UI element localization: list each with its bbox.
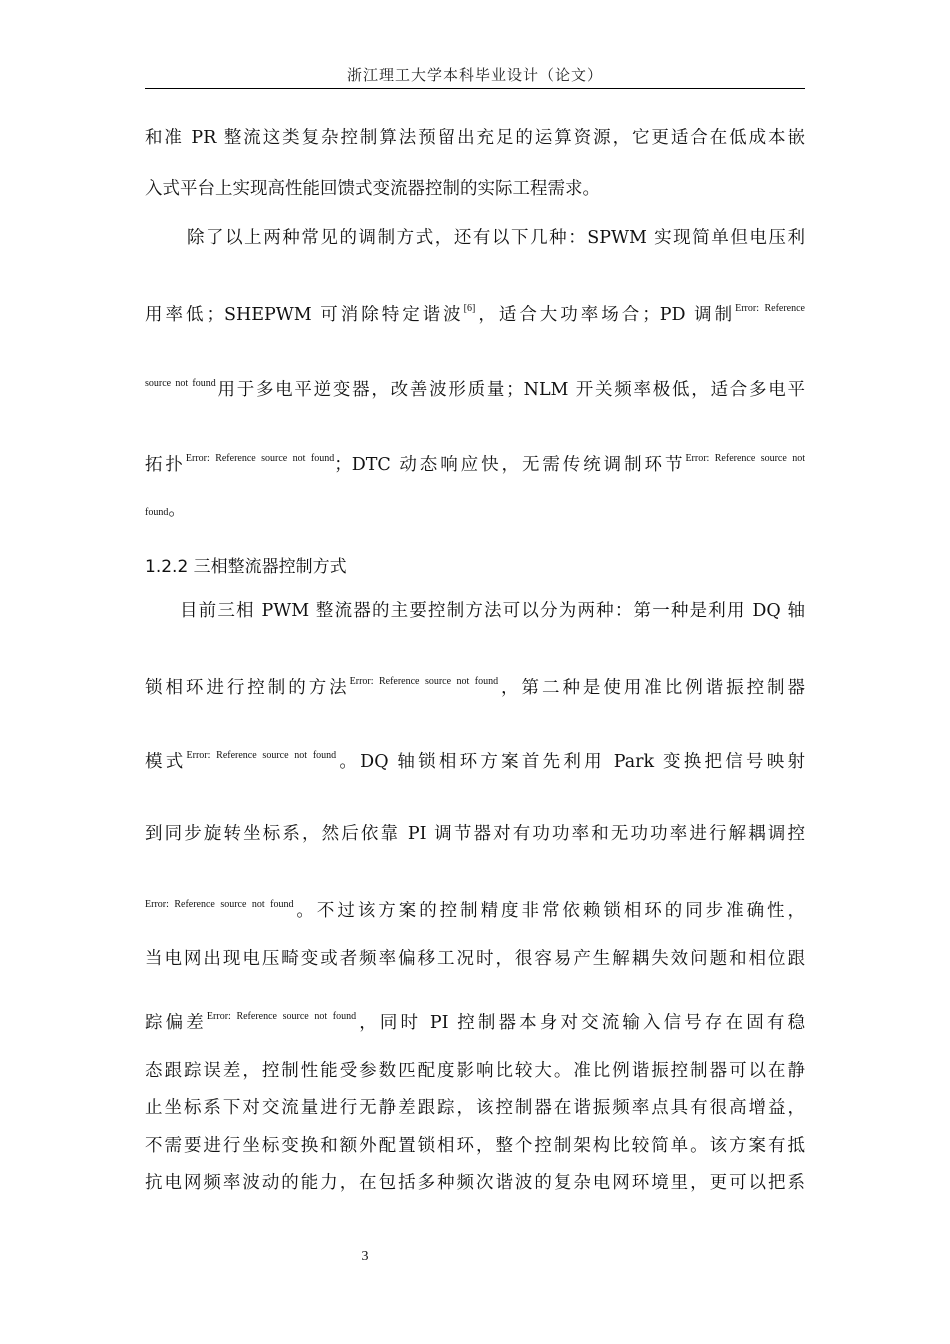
- section-heading: 1.2.2 三相整流器控制方式: [145, 557, 347, 577]
- text-run: 和准 PR 整流这类复杂控制算法预留出充足的运算资源，它更适合在低成本嵌: [145, 128, 805, 148]
- text-run: 到同步旋转坐标系，然后依靠 PI 调节器对有功功率和无功功率进行解耦调控: [145, 824, 805, 844]
- text-run: ，第二种是使用准比例谐振控制器: [498, 678, 806, 698]
- text-run: 用于多电平逆变器，改善波形质量；NLM 开关频率极低，适合多电平: [215, 380, 805, 400]
- text-run: 止坐标系下对交流量进行无静差跟踪，该控制器在谐振频率点具有很高增益，: [145, 1098, 805, 1118]
- citation-ref: [6]: [463, 303, 476, 314]
- body-line-10: [145, 751, 805, 772]
- text-run: ，同时 PI 控制器本身对交流输入信号存在固有稳: [356, 1013, 805, 1033]
- page-header: 浙江理工大学本科毕业设计（论文）: [346, 66, 603, 84]
- body-line-8: [180, 603, 805, 621]
- reference-error: Error: Reference source not found: [185, 453, 335, 464]
- text-run: 模式: [145, 752, 187, 772]
- text-run: ，适合大功率场合；PD 调制: [475, 305, 736, 325]
- text-run: 。DQ 轴锁相环方案首先利用 Park 变换把信号映射: [336, 752, 805, 772]
- body-line-18: [145, 1175, 805, 1193]
- reference-error: Error: Reference source not found: [186, 750, 337, 761]
- text-run: 不需要进行坐标变换和额外配置锁相环，整个控制架构比较简单。该方案有抵: [145, 1136, 805, 1156]
- text-run: 用率低；SHEPWM 可消除特定谐波: [145, 305, 464, 325]
- text-run: 。: [168, 500, 186, 520]
- text-run: 当电网出现电压畸变或者频率偏移工况时，很容易产生解耦失效问题和相位跟: [145, 949, 805, 969]
- body-line-4: [145, 304, 805, 325]
- reference-error: Error: Reference source not found: [145, 899, 294, 910]
- body-line-12: [145, 900, 805, 921]
- body-line-5: [145, 379, 805, 400]
- text-run: 。不过该方案的控制精度非常依赖锁相环的同步准确性，: [293, 901, 806, 921]
- text-run: 锁相环进行控制的方法: [145, 678, 350, 698]
- reference-error: Error: Reference: [735, 303, 805, 314]
- text-run: 拓扑: [145, 455, 186, 475]
- text-run: ；DTC 动态响应快，无需传统调制环节: [334, 455, 686, 475]
- body-line-7: [145, 502, 805, 520]
- reference-error: Error: Reference source not found: [206, 1011, 357, 1022]
- body-line-14: [145, 1012, 805, 1033]
- body-line-2: [145, 181, 805, 199]
- text-run: 除了以上两种常见的调制方式，还有以下几种：SPWM 实现简单但电压利: [187, 228, 805, 248]
- text-run: 态跟踪误差，控制性能受参数匹配度影响比较大。准比例谐振控制器可以在静: [145, 1061, 805, 1081]
- body-line-16: [145, 1100, 805, 1118]
- reference-error: Error: Reference source not found: [349, 676, 499, 687]
- page-number: 3: [361, 1249, 369, 1264]
- reference-error: source not found: [145, 378, 216, 389]
- text-run: 目前三相 PWM 整流器的主要控制方法可以分为两种：第一种是利用 DQ 轴: [180, 601, 805, 621]
- text-run: 抗电网频率波动的能力，在包括多种频次谐波的复杂电网环境里，更可以把系: [145, 1173, 805, 1193]
- reference-error: found: [145, 507, 169, 518]
- body-line-3: [187, 230, 805, 248]
- body-line-13: [145, 951, 805, 969]
- body-line-17: [145, 1138, 805, 1156]
- header-divider: [145, 88, 805, 89]
- body-line-1: [145, 130, 805, 148]
- body-line-15: [145, 1063, 805, 1081]
- body-line-11: [145, 826, 805, 844]
- text-run: 入式平台上实现高性能回馈式变流器控制的实际工程需求。: [145, 179, 600, 199]
- reference-error: Error: Reference source not: [685, 453, 806, 464]
- text-run: 踪偏差: [145, 1013, 207, 1033]
- body-line-9: [145, 677, 805, 698]
- body-line-6: [145, 454, 805, 475]
